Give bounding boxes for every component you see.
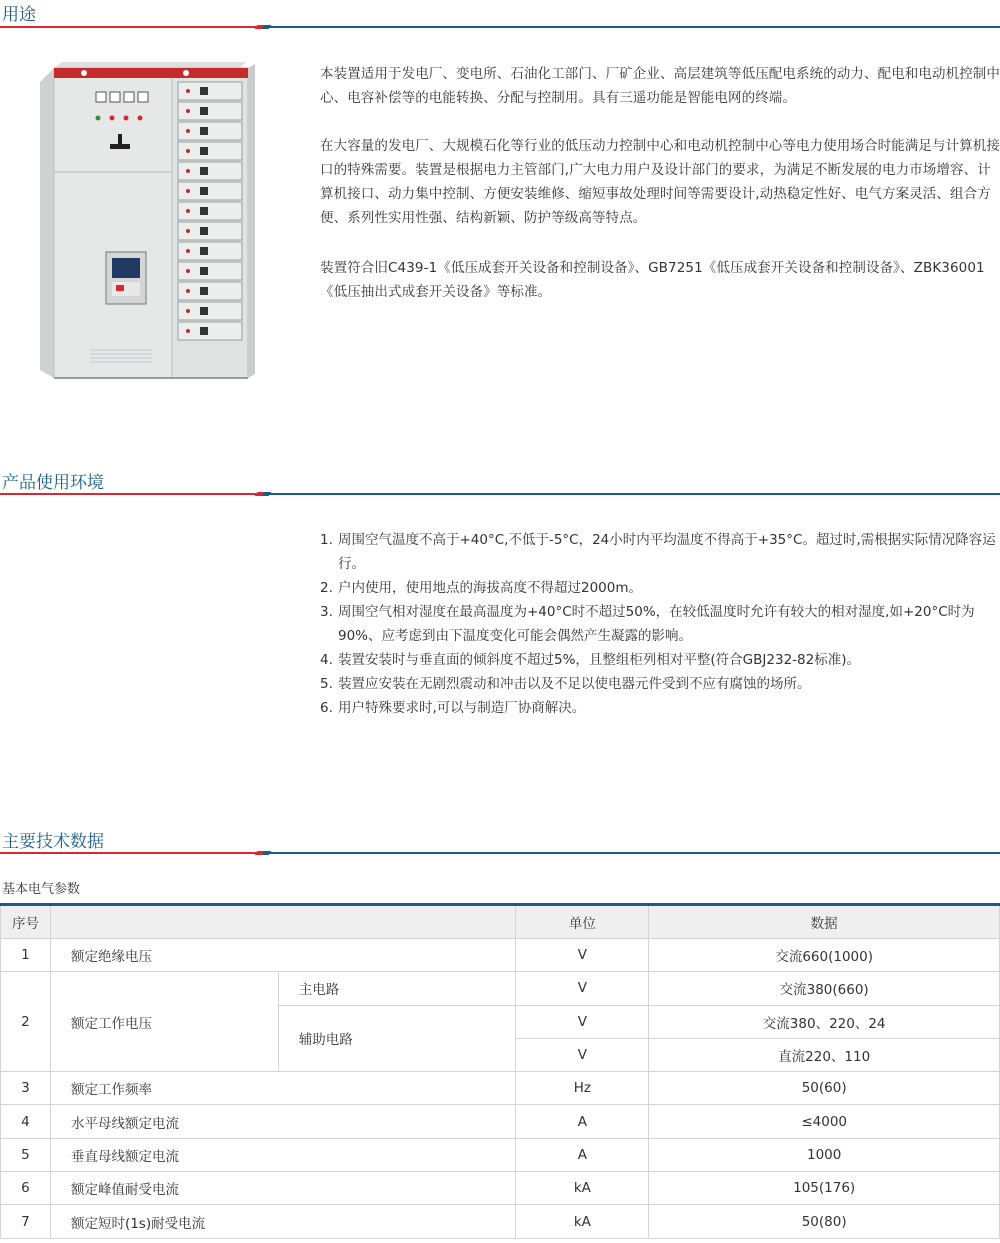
spec-table <box>0 903 1000 1239</box>
section-title-tech: 主要技术数据 <box>2 832 104 852</box>
table-caption: 基本电气参数 <box>2 882 81 897</box>
section-divider <box>0 25 1000 29</box>
usage-paragraph-3: 装置符合旧C439-1《低压成套开关设备和控制设备》、GB7251《低压成套开关设备和控制设备》、ZBK36001《低压抽出式成套开关设备》等标准。 <box>320 260 985 300</box>
section-title-environment: 产品使用环境 <box>2 473 104 493</box>
list-item: 2. 户内使用，使用地点的海拔高度不得超过2000m。 <box>320 580 643 596</box>
table-row: 4 水平母线额定电流 A ≤4000 <box>1 1105 1000 1138</box>
table-row: 5 垂直母线额定电流 A 1000 <box>1 1138 1000 1171</box>
list-item: 6. 用户特殊要求时,可以与制造厂协商解决。 <box>320 700 586 716</box>
switchgear-cabinet-icon <box>40 62 255 380</box>
table-row: 6 额定峰值耐受电流 kA 105(176) <box>1 1172 1000 1205</box>
header-seq: 序号 <box>1 905 51 939</box>
section-title-usage: 用途 <box>2 5 36 25</box>
environment-list <box>320 528 1000 720</box>
table-header-row <box>1 905 1000 939</box>
list-item: 3. 周围空气相对湿度在最高温度为+40°C时不超过50%，在较低温度时允许有较大的相对湿度,如+20°C时为90%、应考虑到由下温度变化可能会偶然产生凝露的影响。 <box>320 604 975 644</box>
table-row: V 直流220、110 <box>1 1038 1000 1071</box>
section-divider <box>0 851 1000 855</box>
table-row: 2 额定工作电压 主电路 V 交流380(660) <box>1 972 1000 1005</box>
header-unit: 单位 <box>516 905 649 939</box>
usage-paragraph-1: 本装置适用于发电厂、变电所、石油化工部门、厂矿企业、高层建筑等低压配电系统的动力、配电和电动机控制中心、电容补偿等的电能转换、分配与控制用。具有三遥功能是智能电网的终端。 <box>320 66 1000 106</box>
section-divider <box>0 492 1000 496</box>
header-item <box>50 905 516 939</box>
header-data: 数据 <box>649 905 1000 939</box>
list-item: 1. 周围空气温度不高于+40°C,不低于-5°C，24小时内平均温度不得高于+35°C。超过时,需根据实际情况降容运行。 <box>320 532 996 572</box>
list-item: 5. 装置应安装在无剧烈震动和冲击以及不足以使电器元件受到不应有腐蚀的场所。 <box>320 676 811 692</box>
table-row: 7 额定短时(1s)耐受电流 kA 50(80) <box>1 1205 1000 1238</box>
table-row: 3 额定工作频率 Hz 50(60) <box>1 1072 1000 1105</box>
table-row: 辅助电路 V 交流380、220、24 <box>1 1005 1000 1038</box>
table-row: 1 额定绝缘电压 V 交流660(1000) <box>1 939 1000 972</box>
usage-paragraph-2: 在大容量的发电厂、大规模石化等行业的低压动力控制中心和电动机控制中心等电力使用场合时能满足与计算机接口的特殊需要。装置是根据电力主管部门,广大电力用户及设计部门的要求，为满足不断发展的电力市场增容、计算机接口、动力集中控制、方便安装维修、缩短事故处理时间等需要设计,动热稳定性好、电气方案灵活、组合方便、系列性实用性强、结构新颖、防护等级高等特点。 <box>320 138 1000 226</box>
list-item: 4. 装置安装时与垂直面的倾斜度不超过5%，且整组柜列相对平整(符合GBJ232-82标准)。 <box>320 652 860 668</box>
